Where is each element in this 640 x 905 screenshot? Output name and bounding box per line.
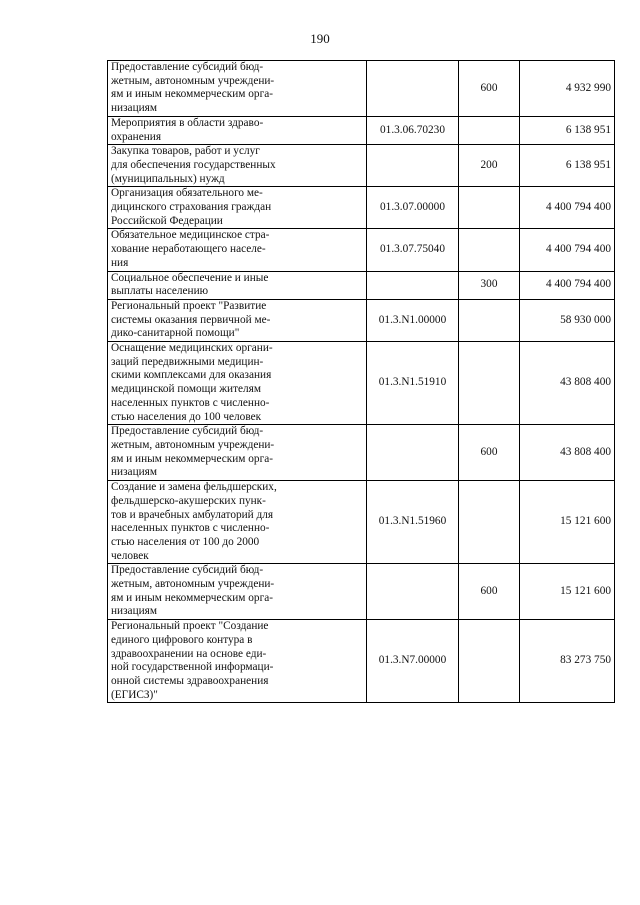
item-amount: 15 121 600 <box>520 481 615 564</box>
item-amount: 4 932 990 <box>520 61 615 117</box>
expense-type <box>459 187 520 229</box>
item-name: Социальное обеспечение и иные выплаты населению <box>108 271 367 299</box>
item-name: Обязательное медицинское стра- хование неработающего населе- ния <box>108 229 367 271</box>
expense-type <box>459 299 520 341</box>
item-code: 01.3.N1.51960 <box>367 481 459 564</box>
table-row <box>108 145 615 187</box>
table-row <box>108 271 615 299</box>
table-row <box>108 620 615 703</box>
budget-table <box>107 60 615 703</box>
item-amount: 4 400 794 400 <box>520 271 615 299</box>
item-name: Предоставление субсидий бюд- жетным, автономным учреждени- ям и иным некоммерческим орга- низациям <box>108 425 367 481</box>
item-name: Предоставление субсидий бюд- жетным, автономным учреждени- ям и иным некоммерческим орга- низациям <box>108 564 367 620</box>
item-amount: 4 400 794 400 <box>520 187 615 229</box>
item-name: Региональный проект "Развитие системы оказания первичной ме- дико-санитарной помощи" <box>108 299 367 341</box>
expense-type: 600 <box>459 564 520 620</box>
item-code: 01.3.N1.00000 <box>367 299 459 341</box>
expense-type <box>459 229 520 271</box>
item-code <box>367 145 459 187</box>
table-row <box>108 116 615 144</box>
expense-type <box>459 116 520 144</box>
item-amount: 4 400 794 400 <box>520 229 615 271</box>
table-row <box>108 299 615 341</box>
item-code: 01.3.07.75040 <box>367 229 459 271</box>
budget-table-body <box>108 61 615 703</box>
item-code: 01.3.07.00000 <box>367 187 459 229</box>
page-number: 190 <box>310 31 330 46</box>
table-row <box>108 342 615 425</box>
item-amount: 58 930 000 <box>520 299 615 341</box>
item-code <box>367 564 459 620</box>
item-amount: 15 121 600 <box>520 564 615 620</box>
expense-type <box>459 481 520 564</box>
item-name: Оснащение медицинских органи- заций передвижными медицин- скими комплексами для оказания медицинской помощи жителям населенных пунктов с численно- стью населения до 100 человек <box>108 342 367 425</box>
item-amount: 43 808 400 <box>520 425 615 481</box>
table-row <box>108 564 615 620</box>
table-row <box>108 481 615 564</box>
item-name: Предоставление субсидий бюд- жетным, автономным учреждени- ям и иным некоммерческим орга- низациям <box>108 61 367 117</box>
item-name: Региональный проект "Создание единого цифрового контура в здравоохранении на основе еди- ной государственной информаци- онной системы здравоохранения (ЕГИСЗ)" <box>108 620 367 703</box>
expense-type <box>459 342 520 425</box>
item-code: 01.3.06.70230 <box>367 116 459 144</box>
item-name: Мероприятия в области здраво- охранения <box>108 116 367 144</box>
expense-type <box>459 620 520 703</box>
item-code: 01.3.N7.00000 <box>367 620 459 703</box>
item-amount: 6 138 951 <box>520 145 615 187</box>
item-code <box>367 271 459 299</box>
item-code <box>367 425 459 481</box>
table-row <box>108 61 615 117</box>
item-code <box>367 61 459 117</box>
item-code: 01.3.N1.51910 <box>367 342 459 425</box>
expense-type: 600 <box>459 61 520 117</box>
item-amount: 43 808 400 <box>520 342 615 425</box>
item-name: Организация обязательного ме- дицинского страхования граждан Российской Федерации <box>108 187 367 229</box>
expense-type: 200 <box>459 145 520 187</box>
table-row <box>108 425 615 481</box>
table-row <box>108 187 615 229</box>
expense-type: 600 <box>459 425 520 481</box>
table-row <box>108 229 615 271</box>
item-amount: 83 273 750 <box>520 620 615 703</box>
item-name: Закупка товаров, работ и услуг для обеспечения государственных (муниципальных) нужд <box>108 145 367 187</box>
item-amount: 6 138 951 <box>520 116 615 144</box>
expense-type: 300 <box>459 271 520 299</box>
item-name: Создание и замена фельдшерских, фельдшерско-акушерских пунк- тов и врачебных амбулаторий для населенных пунктов с численно- стью населения от 100 до 2000 человек <box>108 481 367 564</box>
